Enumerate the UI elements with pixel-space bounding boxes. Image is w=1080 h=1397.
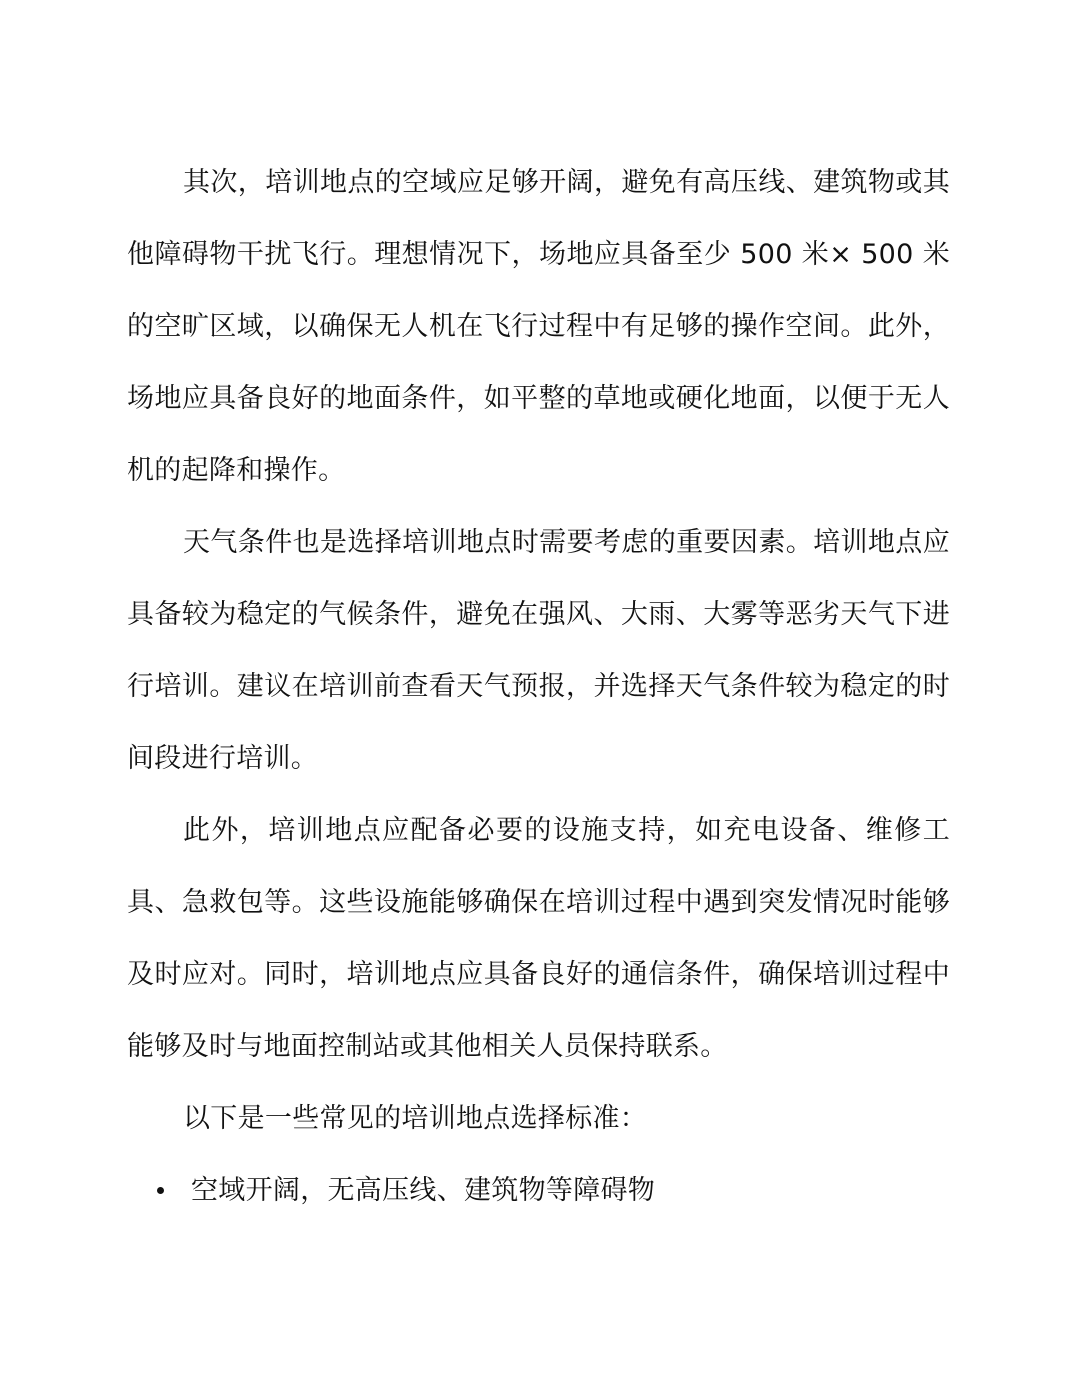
paragraph-weather: 天气条件也是选择培训地点时需要考虑的重要因素。培训地点应具备较为稳定的气候条件，避免在强风、大雨、大雾等恶劣天气下进行培训。建议在培训前查看天气预报，并选择天气条件较为稳定的时间段进行培训。 (127, 527, 950, 774)
list-item (127, 1155, 950, 1227)
bullet-icon (157, 1187, 164, 1194)
paragraph-criteria-intro: 以下是一些常见的培训地点选择标准： (183, 1103, 648, 1134)
criteria-list (127, 1155, 950, 1227)
document-body (127, 147, 950, 1227)
list-item-text: 空域开阔，无高压线、建筑物等障碍物 (191, 1175, 656, 1206)
paragraph-airspace: 其次，培训地点的空域应足够开阔，避免有高压线、建筑物或其他障碍物干扰飞行。理想情况下，场地应具备至少 500 米× 500 米的空旷区域，以确保无人机在飞行过程中有足够的操作空间。此外，场地应具备良好的地面条件，如平整的草地或硬化地面，以便于无人机的起降和操作。 (127, 167, 950, 486)
paragraph-facilities: 此外，培训地点应配备必要的设施支持，如充电设备、维修工具、急救包等。这些设施能够确保在培训过程中遇到突发情况时能够及时应对。同时，培训地点应具备良好的通信条件，确保培训过程中能够及时与地面控制站或其他相关人员保持联系。 (127, 815, 950, 1062)
